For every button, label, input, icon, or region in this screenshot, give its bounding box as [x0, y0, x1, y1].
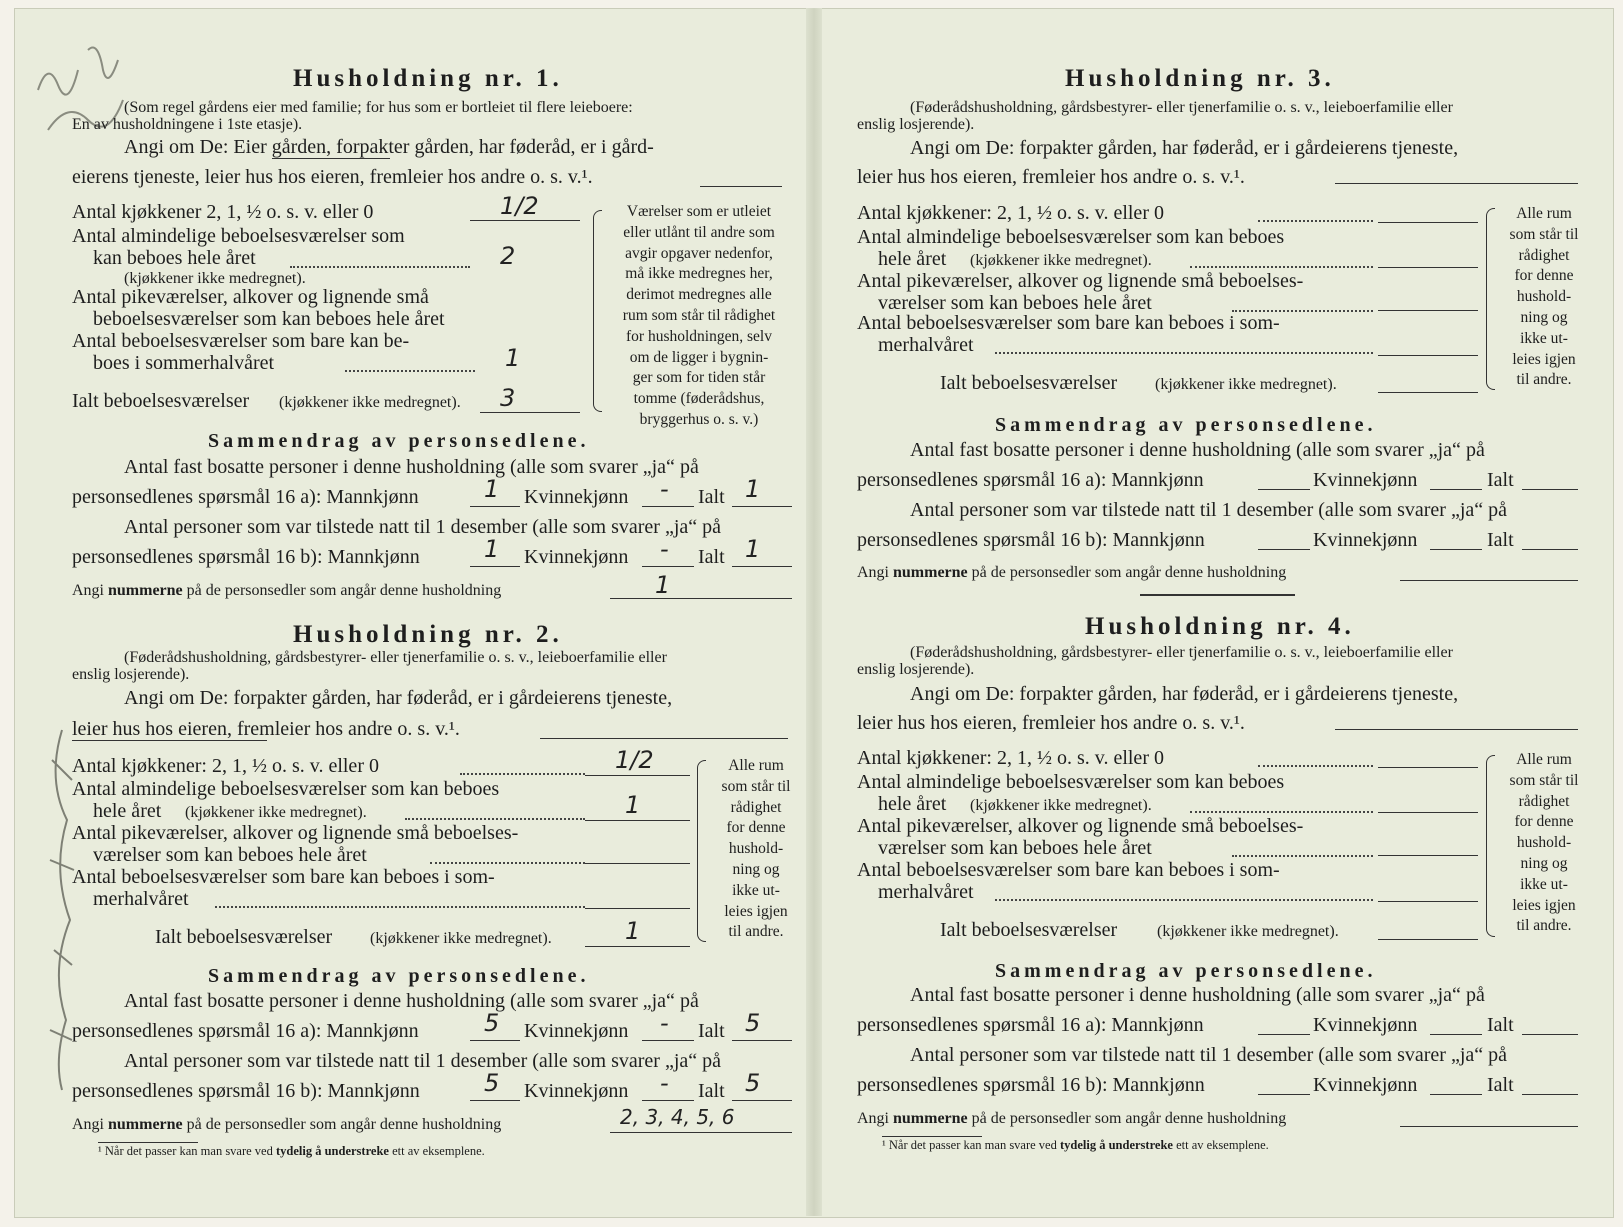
answer-line — [1378, 767, 1478, 768]
side-note-line: Alle rum — [1516, 205, 1572, 222]
note-line: (Som regel gårdens eier med familie; for hus som er bortleiet til flere leieboere: — [124, 99, 633, 116]
side-note-line: ikke ut- — [1520, 875, 1568, 893]
side-note-line: bryggerhus o. s. v.) — [639, 410, 759, 428]
hw-female-b: - — [660, 535, 669, 563]
maid-rooms-label: Antal pikeværelser, alkover og lignende små beboelses- — [857, 815, 1304, 837]
summary-line: Antal fast bosatte personer i denne husholdning (alle som svarer „ja“ på — [124, 456, 699, 478]
total-label: Ialt — [698, 486, 725, 508]
rooms-label: hele året — [93, 800, 162, 822]
side-note-line: rum som står til rådighet — [622, 306, 776, 324]
angi-line-1: Angi om De: forpakter gården, har føderåd, er i gårdeierens tjeneste, — [910, 137, 1459, 159]
rooms-note: (kjøkkener ikke medregnet). — [970, 797, 1152, 814]
footnote-rule — [98, 1142, 198, 1143]
angi-line-1: Angi om De: forpakter gården, har føderåd, er i gårdeierens tjeneste, — [910, 683, 1459, 705]
female-label: Kvinnekjønn — [1313, 1014, 1418, 1036]
leader-dots — [345, 370, 475, 372]
summary-line: Antal personer som var tilstede natt til 1 desember (alle som svarer „ja“ på — [124, 1050, 722, 1072]
answer-line — [610, 598, 792, 599]
female-label: Kvinnekjønn — [524, 486, 629, 508]
answer-line — [1378, 392, 1478, 393]
angi-line-2: leier hus hos eieren, fremleier hos andre o. s. v.¹. — [857, 166, 1245, 188]
angi-numbers-line: Angi nummerne på de personsedler som angår denne husholdning — [857, 1110, 1287, 1127]
summer-rooms-label: boes i sommerhalvåret — [93, 352, 275, 374]
underline-mark — [72, 740, 267, 741]
summer-rooms-label: merhalvåret — [878, 334, 974, 356]
side-note-line: leies igjen — [1512, 896, 1576, 914]
total-label: Ialt — [1487, 1014, 1514, 1036]
answer-line — [1378, 267, 1478, 268]
answer-line — [1378, 939, 1478, 940]
angi-line-2: leier hus hos eieren, fremleier hos andre o. s. v.¹. — [857, 712, 1245, 734]
summary-title: Sammendrag av personsedlene. — [208, 965, 590, 987]
side-note-line: ger som for tiden står — [632, 369, 766, 387]
answer-line — [1430, 489, 1482, 490]
answer-line — [470, 506, 520, 507]
kitchen-label: Antal kjøkkener: 2, 1, ½ o. s. v. eller 0 — [72, 755, 379, 777]
note-line: En av husholdningene i 1ste etasje). — [72, 116, 303, 133]
summer-rooms-label: merhalvåret — [878, 881, 974, 903]
leader-dots — [995, 899, 1373, 901]
rooms-note: (kjøkkener ikke medregnet). — [185, 804, 367, 821]
answer-line — [1335, 729, 1578, 730]
leader-dots — [215, 906, 585, 908]
footnote: ¹ Når det passer kan man svare ved tydelig å understreke ett av eksemplene. — [882, 1138, 1269, 1152]
total-rooms-note: (kjøkkener ikke medregnet). — [279, 394, 461, 411]
leader-dots — [995, 352, 1373, 354]
answer-line — [1400, 580, 1578, 581]
hw-total-a: 5 — [745, 1009, 761, 1037]
answer-line — [700, 186, 782, 187]
section-title: Husholdning nr. 4. — [1085, 613, 1355, 640]
summary-title: Sammendrag av personsedlene. — [995, 414, 1377, 436]
side-note-line: rådighet — [730, 798, 782, 816]
note-line: enslig losjerende). — [857, 661, 975, 678]
answer-line — [1522, 489, 1578, 490]
answer-line — [732, 506, 792, 507]
angi-numbers-line: Angi nummerne på de personsedler som angår denne husholdning — [857, 564, 1287, 581]
leader-dots — [1190, 811, 1373, 813]
total-rooms-note: (kjøkkener ikke medregnet). — [1155, 376, 1337, 393]
answer-line — [1258, 1094, 1310, 1095]
total-label: Ialt — [698, 1020, 725, 1042]
hw-summer-value: 1 — [505, 344, 521, 372]
side-note-line: til andre. — [1516, 371, 1572, 389]
side-note-line: leies igjen — [724, 902, 788, 920]
kitchen-label: Antal kjøkkener: 2, 1, ½ o. s. v. eller 0 — [857, 747, 1164, 769]
summary-line: personsedlenes spørsmål 16 a): Mannkjønn — [857, 469, 1204, 491]
footnote: ¹ Når det passer kan man svare ved tydelig å understreke ett av eksemplene. — [98, 1144, 485, 1158]
answer-line — [610, 1132, 792, 1133]
rooms-label: hele året — [878, 793, 947, 815]
underline-mark — [272, 158, 390, 159]
side-note-line: Værelser som er utleiet — [626, 203, 772, 220]
answer-line — [585, 775, 690, 776]
summary-line: Antal fast bosatte personer i denne husholdning (alle som svarer „ja“ på — [910, 984, 1485, 1006]
side-note-line: for denne — [1514, 267, 1574, 285]
hw-person-numbers: 2, 3, 4, 5, 6 — [620, 1105, 735, 1129]
side-note-line: avgir opgaver nedenfor, — [625, 244, 773, 262]
hw-male-b: 1 — [484, 535, 500, 563]
summer-rooms-label: Antal beboelsesværelser som bare kan beboes i som- — [857, 859, 1280, 881]
female-label: Kvinnekjønn — [524, 546, 629, 568]
maid-rooms-label: værelser som kan beboes hele året — [878, 292, 1152, 314]
answer-line — [642, 506, 694, 507]
hw-total-b: 5 — [745, 1069, 761, 1097]
total-rooms-label: Ialt beboelsesværelser — [940, 372, 1118, 394]
side-note-line: må ikke medregnes her, — [625, 265, 773, 283]
section-title: Husholdning nr. 3. — [1065, 65, 1335, 92]
side-note — [1494, 750, 1594, 937]
page-fold — [806, 8, 822, 1216]
summary-line: personsedlenes spørsmål 16 a): Mannkjønn — [72, 1020, 419, 1042]
hw-male-a: 1 — [484, 475, 500, 503]
hw-kitchen-value: 1/2 — [500, 192, 539, 220]
side-note-line: rådighet — [1518, 792, 1570, 810]
rooms-note: (kjøkkener ikke medregnet). — [124, 270, 306, 287]
answer-line — [1522, 1094, 1578, 1095]
answer-line — [1378, 855, 1478, 856]
summary-line: Antal fast bosatte personer i denne husholdning (alle som svarer „ja“ på — [124, 990, 699, 1012]
female-label: Kvinnekjønn — [1313, 469, 1418, 491]
rooms-label: Antal almindelige beboelsesværelser som kan beboes — [857, 771, 1285, 793]
side-note-line: derimot medregnes alle — [626, 286, 772, 304]
answer-line — [585, 820, 690, 821]
answer-line — [1378, 901, 1478, 902]
leader-dots — [1232, 855, 1373, 857]
summary-line: Antal personer som var tilstede natt til 1 desember (alle som svarer „ja“ på — [910, 1044, 1508, 1066]
total-rooms-label: Ialt beboelsesværelser — [155, 926, 333, 948]
section-title: Husholdning nr. 2. — [293, 621, 563, 648]
hw-kitchen-value: 1/2 — [615, 746, 654, 774]
hw-rooms-value: 2 — [500, 242, 516, 270]
female-label: Kvinnekjønn — [524, 1080, 629, 1102]
rooms-label: Antal almindelige beboelsesværelser som kan beboes — [857, 226, 1285, 248]
rooms-note: (kjøkkener ikke medregnet). — [970, 252, 1152, 269]
answer-line — [1400, 1126, 1578, 1127]
answer-line — [1522, 549, 1578, 550]
side-note-line: for denne — [1514, 813, 1574, 831]
leader-dots — [460, 773, 585, 775]
answer-line — [470, 566, 520, 567]
answer-line — [1378, 310, 1478, 311]
answer-line — [1258, 1034, 1310, 1035]
side-note-line: tomme (føderådshus, — [633, 390, 765, 408]
side-note-line: rådighet — [1518, 246, 1570, 264]
female-label: Kvinnekjønn — [524, 1020, 629, 1042]
side-note-line: ikke ut- — [1520, 329, 1568, 347]
female-label: Kvinnekjønn — [1313, 529, 1418, 551]
summer-rooms-label: merhalvåret — [93, 888, 189, 910]
summary-title: Sammendrag av personsedlene. — [208, 430, 590, 452]
side-note-line: for denne — [726, 819, 786, 837]
summer-rooms-label: Antal beboelsesværelser som bare kan beboes i som- — [857, 312, 1280, 334]
rooms-label: kan beboes hele året — [93, 247, 256, 269]
answer-line — [1430, 549, 1482, 550]
maid-rooms-label: værelser som kan beboes hele året — [878, 837, 1152, 859]
total-label: Ialt — [1487, 529, 1514, 551]
summary-title: Sammendrag av personsedlene. — [995, 960, 1377, 982]
side-note-line: som står til — [1509, 225, 1579, 243]
hw-total-value: 1 — [625, 917, 641, 945]
side-note — [706, 756, 806, 943]
summer-rooms-label: Antal beboelsesværelser som bare kan be- — [72, 330, 410, 352]
side-note-line: ning og — [732, 860, 780, 878]
answer-line — [1430, 1034, 1482, 1035]
summer-rooms-label: Antal beboelsesværelser som bare kan beboes i som- — [72, 866, 495, 888]
maid-rooms-label: beboelsesværelser som kan beboes hele året — [93, 308, 445, 330]
answer-line — [470, 1040, 520, 1041]
side-note-line: leies igjen — [1512, 350, 1576, 368]
maid-rooms-label: Antal pikeværelser, alkover og lignende små — [72, 286, 429, 308]
side-note-line: hushold- — [1516, 834, 1572, 852]
angi-numbers-line: Angi nummerne på de personsedler som angår denne husholdning — [72, 582, 502, 599]
side-note-line: for husholdningen, selv — [626, 327, 772, 345]
section-title: Husholdning nr. 1. — [293, 65, 563, 92]
answer-line — [585, 863, 690, 864]
answer-line — [642, 566, 694, 567]
hw-total-b: 1 — [745, 535, 761, 563]
side-note-line: som står til — [721, 777, 791, 795]
side-note-line: som står til — [1509, 771, 1579, 789]
side-note-line: Alle rum — [1516, 751, 1572, 768]
leader-dots — [1258, 220, 1373, 222]
hw-rooms-value: 1 — [625, 791, 641, 819]
side-note-line: om de ligger i bygnin- — [629, 348, 769, 366]
leader-dots — [290, 266, 470, 268]
side-note-line: hushold- — [728, 840, 784, 858]
note-line: (Føderådshusholdning, gårdsbestyrer- eller tjenerfamilie o. s. v., leieboerfamilie eller — [124, 649, 667, 666]
answer-line — [1258, 489, 1310, 490]
answer-line — [540, 738, 788, 739]
summary-line: personsedlenes spørsmål 16 b): Mannkjønn — [72, 1080, 420, 1102]
angi-line-1: Angi om De: forpakter gården, har føderåd, er i gårdeierens tjeneste, — [124, 687, 673, 709]
total-label: Ialt — [1487, 1074, 1514, 1096]
leader-dots — [405, 818, 585, 820]
rooms-label: Antal almindelige beboelsesværelser som kan beboes — [72, 778, 500, 800]
side-note — [604, 202, 794, 431]
footnote-rule — [882, 1136, 982, 1137]
answer-line — [732, 1040, 792, 1041]
total-rooms-note: (kjøkkener ikke medregnet). — [370, 930, 552, 947]
summary-line: Antal fast bosatte personer i denne husholdning (alle som svarer „ja“ på — [910, 439, 1485, 461]
answer-line — [1378, 812, 1478, 813]
note-line: enslig losjerende). — [857, 116, 975, 133]
side-note-line: til andre. — [1516, 917, 1572, 935]
note-line: enslig losjerende). — [72, 666, 190, 683]
answer-line — [1430, 1094, 1482, 1095]
leader-dots — [430, 862, 585, 864]
side-note-line: til andre. — [728, 923, 784, 941]
brace — [593, 210, 602, 412]
answer-line — [732, 566, 792, 567]
answer-line — [1335, 183, 1578, 184]
section-divider — [1140, 594, 1295, 596]
answer-line — [732, 1100, 792, 1101]
total-rooms-label: Ialt beboelsesværelser — [940, 919, 1118, 941]
total-rooms-note: (kjøkkener ikke medregnet). — [1157, 923, 1339, 940]
answer-line — [585, 946, 690, 947]
summary-line: Antal personer som var tilstede natt til 1 desember (alle som svarer „ja“ på — [910, 499, 1508, 521]
answer-line — [585, 908, 690, 909]
rooms-label: hele året — [878, 248, 947, 270]
summary-line: personsedlenes spørsmål 16 a): Mannkjønn — [72, 486, 419, 508]
total-rooms-label: Ialt beboelsesværelser — [72, 390, 250, 412]
summary-line: personsedlenes spørsmål 16 a): Mannkjønn — [857, 1014, 1204, 1036]
answer-line — [470, 220, 580, 221]
side-note-line: ikke ut- — [732, 881, 780, 899]
kitchen-label: Antal kjøkkener: 2, 1, ½ o. s. v. eller 0 — [857, 202, 1164, 224]
hw-male-a: 5 — [484, 1009, 500, 1037]
answer-line — [1522, 1034, 1578, 1035]
maid-rooms-label: værelser som kan beboes hele året — [93, 844, 367, 866]
note-line: (Føderådshusholdning, gårdsbestyrer- eller tjenerfamilie o. s. v., leieboerfamilie eller — [910, 99, 1453, 116]
answer-line — [642, 1040, 694, 1041]
total-label: Ialt — [698, 546, 725, 568]
angi-numbers-line: Angi nummerne på de personsedler som angår denne husholdning — [72, 1116, 502, 1133]
side-note-line: ning og — [1520, 854, 1568, 872]
hw-male-b: 5 — [484, 1069, 500, 1097]
leader-dots — [1190, 266, 1373, 268]
leader-dots — [1258, 765, 1373, 767]
maid-rooms-label: Antal pikeværelser, alkover og lignende små beboelses- — [72, 822, 519, 844]
kitchen-label: Antal kjøkkener 2, 1, ½ o. s. v. eller 0 — [72, 201, 374, 223]
angi-line-2: eierens tjeneste, leier hus hos eieren, fremleier hos andre o. s. v.¹. — [72, 166, 593, 188]
answer-line — [642, 1100, 694, 1101]
hw-person-numbers: 1 — [655, 571, 671, 599]
summary-line: personsedlenes spørsmål 16 b): Mannkjønn — [72, 546, 420, 568]
summary-line: personsedlenes spørsmål 16 b): Mannkjønn — [857, 1074, 1205, 1096]
total-label: Ialt — [1487, 469, 1514, 491]
female-label: Kvinnekjønn — [1313, 1074, 1418, 1096]
maid-rooms-label: Antal pikeværelser, alkover og lignende små beboelses- — [857, 270, 1304, 292]
angi-line-1: Angi om De: Eier gården, forpakter gården, har føderåd, er i gård- — [124, 136, 654, 158]
angi-line-2: leier hus hos eieren, fremleier hos andre o. s. v.¹. — [72, 718, 460, 740]
answer-line — [1378, 222, 1478, 223]
margin-vertical-scribble — [32, 720, 92, 1100]
answer-line — [1378, 355, 1478, 356]
note-line: (Føderådshusholdning, gårdsbestyrer- eller tjenerfamilie o. s. v., leieboerfamilie eller — [910, 644, 1453, 661]
side-note-line: ning og — [1520, 308, 1568, 326]
side-note-line: Alle rum — [728, 757, 784, 774]
brace — [697, 760, 706, 942]
hw-total-value: 3 — [500, 384, 516, 412]
hw-female-a: - — [660, 1009, 669, 1037]
side-note — [1494, 204, 1594, 391]
summary-line: personsedlenes spørsmål 16 b): Mannkjønn — [857, 529, 1205, 551]
answer-line — [480, 412, 580, 413]
total-label: Ialt — [698, 1080, 725, 1102]
rooms-label: Antal almindelige beboelsesværelser som — [72, 225, 405, 247]
hw-total-a: 1 — [745, 475, 761, 503]
summary-line: Antal personer som var tilstede natt til 1 desember (alle som svarer „ja“ på — [124, 516, 722, 538]
side-note-line: hushold- — [1516, 288, 1572, 306]
side-note-line: eller utlånt til andre som — [623, 223, 775, 241]
answer-line — [470, 1100, 520, 1101]
hw-female-b: - — [660, 1069, 669, 1097]
hw-female-a: - — [660, 475, 669, 503]
answer-line — [1258, 549, 1310, 550]
